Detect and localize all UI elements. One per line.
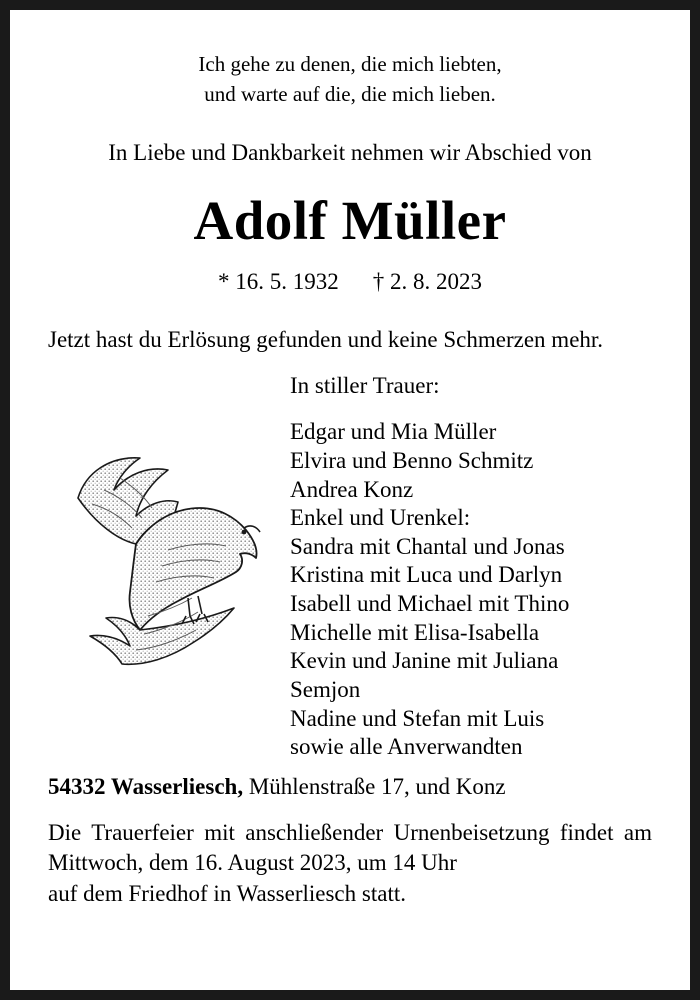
funeral-text-1: Die Trauerfeier mit anschließender Urnenbeisetzung findet am Mittwoch, dem 16. August 2023, um 14 Uhr <box>48 819 652 876</box>
mourner-line: Isabell und Michael mit Thino <box>290 591 570 616</box>
memorial-sentence: Jetzt hast du Erlösung gefunden und keine Schmerzen mehr. <box>48 327 604 353</box>
birth-date: * 16. 5. 1932 <box>218 269 339 295</box>
notice-inner <box>10 10 690 990</box>
dove-illustration <box>48 420 274 670</box>
mourners-list <box>290 372 652 762</box>
mourner-line: Kristina mit Luca und Darlyn <box>290 562 563 588</box>
mourners-section <box>48 372 652 762</box>
address-line <box>48 774 652 800</box>
death-date: † 2. 8. 2023 <box>372 269 482 295</box>
life-dates <box>48 269 652 295</box>
mourner-line: Michelle mit Elisa-Isabella <box>290 619 540 645</box>
funeral-details <box>48 818 652 910</box>
mourner-line: Edgar und Mia Müller <box>290 419 497 445</box>
mourner-line: Nadine und Stefan mit Luis <box>290 705 545 731</box>
mourner-line: Elvira und Benno Schmitz <box>290 447 534 473</box>
mourners-lead: In stiller Trauer: <box>290 372 440 398</box>
mourner-line: Andrea Konz <box>290 476 414 502</box>
mourner-line: Semjon <box>290 676 361 702</box>
deceased-name: Adolf Müller <box>193 189 507 251</box>
mourner-line: Kevin und Janine mit Juliana <box>290 648 559 674</box>
intro-text: In Liebe und Dankbarkeit nehmen wir Abschied von <box>108 139 592 165</box>
address-street: Mühlenstraße 17, und Konz <box>243 773 506 799</box>
mourner-line: sowie alle Anverwandten <box>290 734 523 760</box>
mourner-line: Enkel und Urenkel: <box>290 505 471 531</box>
funeral-text-2: auf dem Friedhof in Wasserliesch statt. <box>48 880 406 906</box>
verse <box>48 50 652 110</box>
address-city: 54332 Wasserliesch, <box>48 773 244 799</box>
verse-line-1: Ich gehe zu denen, die mich liebten, <box>198 52 502 76</box>
verse-line-2: und warte auf die, die mich lieben. <box>204 81 496 106</box>
mourner-line: Sandra mit Chantal und Jonas <box>290 533 565 559</box>
